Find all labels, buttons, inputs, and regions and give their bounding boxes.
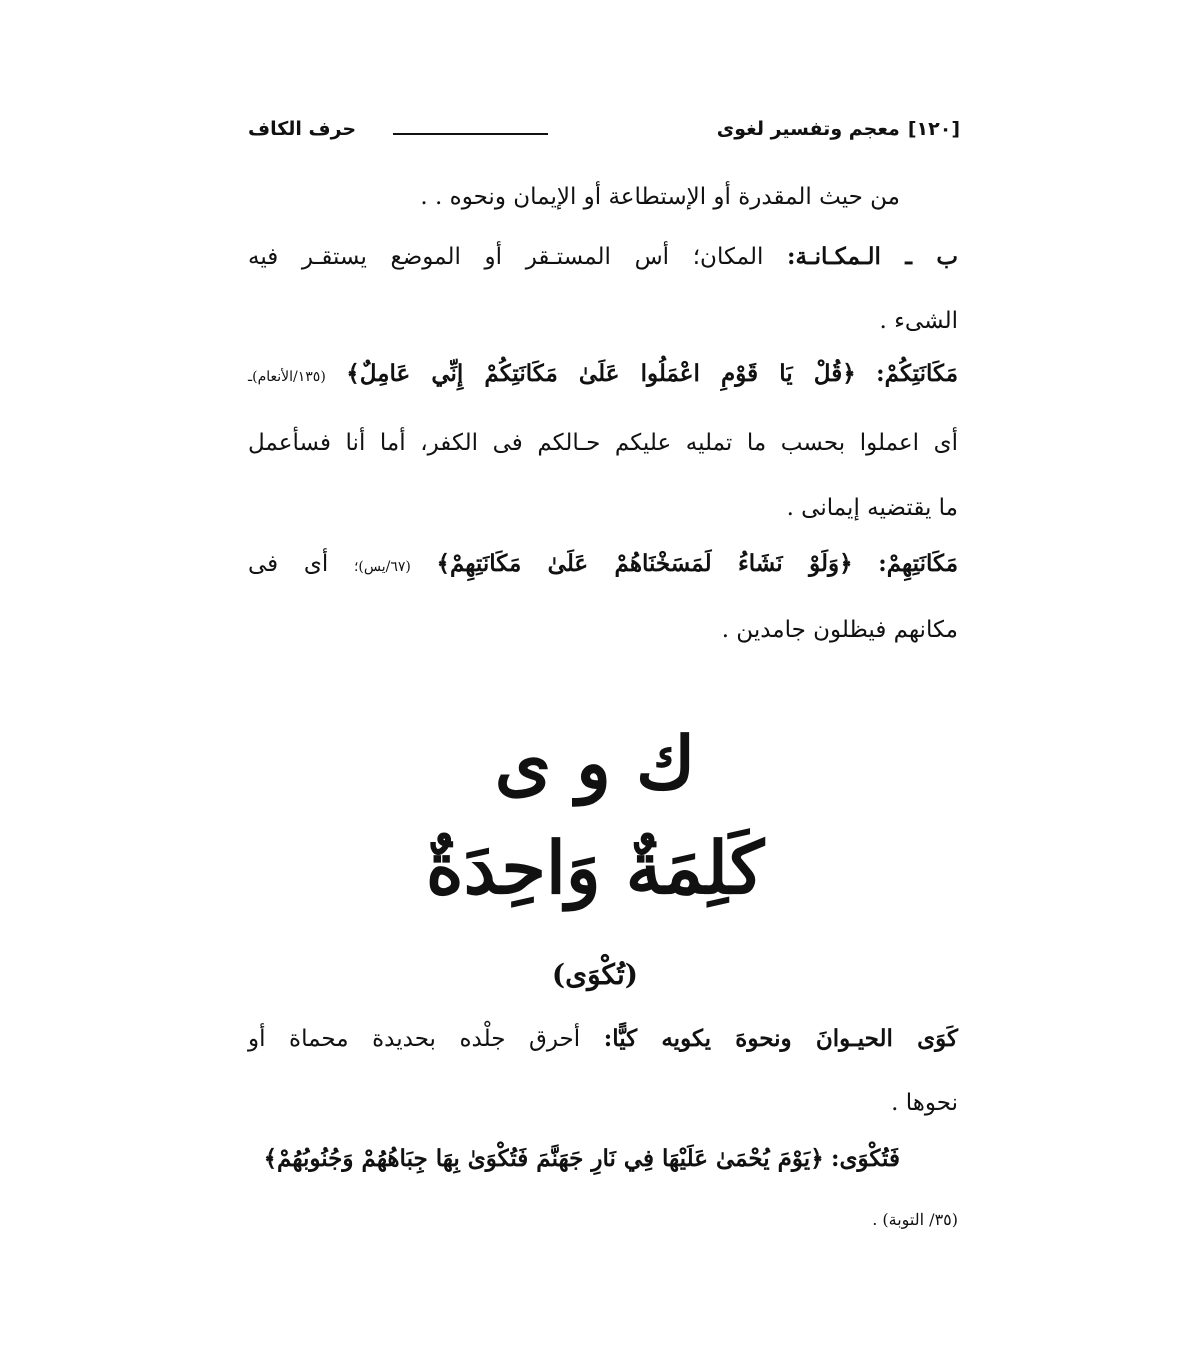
entry-b-label: ب ـ الـمكـانـة: bbox=[787, 243, 958, 270]
verse-makanatihim: ﴿وَلَوْ نَشَاءُ لَمَسَخْنَاهُمْ عَلَىٰ مَكَانَتِهِمْ﴾ bbox=[436, 550, 853, 577]
entry-makanatihim-line bbox=[248, 550, 958, 579]
text-line-4: ما يقتضيه إيمانى . bbox=[786, 495, 958, 521]
headword-tukwa: فَتُكْوَى: bbox=[830, 1145, 900, 1172]
ref-makanatihim: (٦٧/يس)؛ bbox=[353, 559, 411, 575]
entry-makanatikum-line bbox=[248, 360, 958, 389]
word-count-heading: كَلِمَةٌ وَاحِدَةٌ bbox=[425, 825, 765, 910]
ref-makanatikum: (١٣٥/الأنعام)ـ bbox=[248, 369, 326, 385]
entry-kawa-line bbox=[248, 1025, 958, 1054]
text-line-5: مكانهم فيظلون جامدين . bbox=[721, 617, 958, 643]
text-line-1: من حيث المقدرة أو الإستطاعة أو الإيمان ونحوه . . bbox=[420, 184, 900, 210]
text-makanatihim: أى فى bbox=[248, 551, 329, 577]
header-title-group bbox=[717, 118, 960, 140]
entry-tukwa-line bbox=[248, 1145, 900, 1174]
entry-b-line bbox=[248, 243, 958, 272]
header-rule bbox=[393, 133, 548, 135]
running-header bbox=[248, 118, 960, 148]
headword-makanatikum: مَكَانَتِكُمْ: bbox=[876, 360, 959, 387]
verse-makanatikum: ﴿قُلْ يَا قَوْمِ اعْمَلُوا عَلَىٰ مَكَانَتِكُمْ إِنِّي عَامِلٌ﴾ bbox=[346, 360, 856, 387]
book-title: معجم وتفسير لغوى bbox=[716, 118, 900, 140]
text-kawa: أحرق جلْده بحديدة محماة أو bbox=[248, 1026, 581, 1052]
chapter-title: حرف الكاف bbox=[248, 118, 357, 140]
ref-tukwa: (٣٥/ التوبة) . bbox=[872, 1210, 958, 1229]
verse-tukwa: ﴿يَوْمَ يُحْمَىٰ عَلَيْهَا فِي نَارِ جَهَنَّمَ فَتُكْوَىٰ بِهَا جِبَاهُهُمْ وَجُنُوبُهُمْ﴾ bbox=[263, 1145, 824, 1172]
word-form-heading: (تُكْوَى) bbox=[551, 958, 639, 991]
headword-makanatihim: مَكَانَتِهِمْ: bbox=[878, 550, 959, 577]
text-line-2: الشىء . bbox=[879, 308, 958, 334]
headword-kawa: كَوَى الحيـوانَ ونحوهَ يكويه كيًّا: bbox=[603, 1025, 959, 1052]
text-line-6: نحوها . bbox=[891, 1090, 958, 1116]
text-line-3: أى اعملوا بحسب ما تمليه عليكم حـالكم فى الكفر، أما أنا فسأعمل bbox=[248, 430, 958, 456]
root-letters: ك و ى bbox=[494, 720, 696, 805]
entry-b-text: المكان؛ أس المستـقر أو الموضع يستقـر فيه bbox=[248, 244, 764, 270]
page-number: [١٢٠] bbox=[907, 118, 960, 140]
